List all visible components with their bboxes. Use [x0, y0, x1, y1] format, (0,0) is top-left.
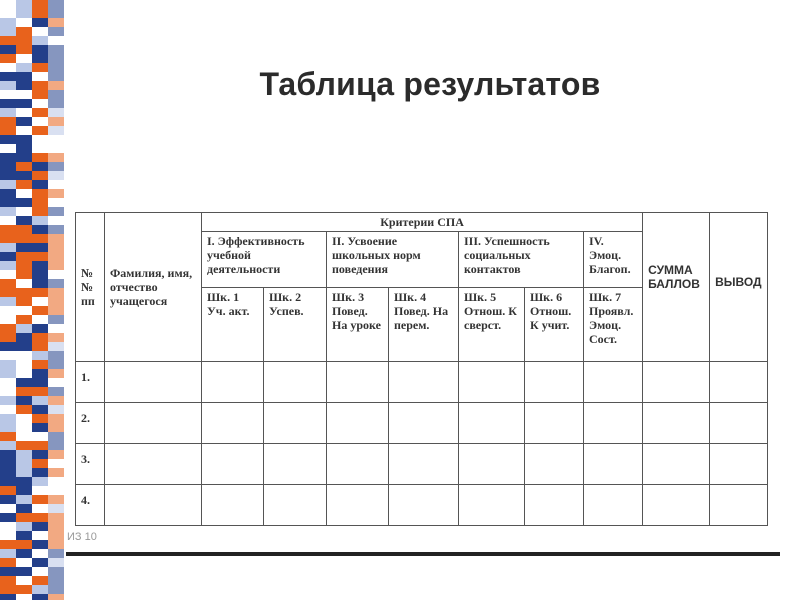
strip-cell	[16, 549, 32, 558]
strip-cell	[16, 9, 32, 18]
strip-cell	[16, 522, 32, 531]
strip-cell	[0, 9, 16, 18]
strip-cell	[48, 45, 64, 54]
strip-cell	[48, 180, 64, 189]
strip-cell	[16, 423, 32, 432]
strip-cell	[48, 315, 64, 324]
strip-cell	[32, 315, 48, 324]
strip-cell	[48, 207, 64, 216]
strip-cell	[16, 198, 32, 207]
strip-cell	[16, 144, 32, 153]
strip-cell	[0, 378, 16, 387]
strip-cell	[32, 432, 48, 441]
strip-cell	[32, 531, 48, 540]
strip-cell	[48, 126, 64, 135]
strip-cell	[48, 360, 64, 369]
strip-cell	[48, 504, 64, 513]
strip-cell	[32, 180, 48, 189]
strip-cell	[0, 180, 16, 189]
strip-cell	[0, 351, 16, 360]
strip-cell	[0, 0, 16, 9]
strip-cell	[0, 441, 16, 450]
strip-cell	[48, 333, 64, 342]
strip-cell	[48, 198, 64, 207]
strip-cell	[0, 189, 16, 198]
strip-cell	[16, 360, 32, 369]
strip-cell	[48, 351, 64, 360]
strip-cell	[16, 540, 32, 549]
strip-cell	[32, 486, 48, 495]
strip-cell	[48, 225, 64, 234]
strip-cell	[0, 162, 16, 171]
strip-cell	[16, 126, 32, 135]
strip-cell	[48, 567, 64, 576]
strip-cell	[32, 135, 48, 144]
scale-header-4: Шк. 4 Повед. На перем.	[389, 287, 459, 361]
strip-cell	[32, 234, 48, 243]
slide-footer-text: ИЗ 10	[67, 531, 97, 543]
row-number: 3.	[76, 443, 105, 484]
strip-cell	[48, 9, 64, 18]
strip-cell	[16, 189, 32, 198]
strip-cell	[48, 522, 64, 531]
group-header-2: II. Усвоение школьных норм поведения	[327, 232, 459, 287]
strip-cell	[16, 18, 32, 27]
scale-header-1: Шк. 1 Уч. акт.	[202, 287, 264, 361]
strip-cell	[16, 180, 32, 189]
strip-cell	[32, 396, 48, 405]
strip-cell	[32, 27, 48, 36]
strip-cell	[48, 414, 64, 423]
strip-cell	[32, 0, 48, 9]
strip-cell	[16, 486, 32, 495]
strip-cell	[0, 135, 16, 144]
strip-cell	[48, 495, 64, 504]
strip-cell	[16, 594, 32, 600]
strip-cell	[48, 378, 64, 387]
strip-cell	[0, 198, 16, 207]
strip-cell	[16, 558, 32, 567]
strip-cell	[48, 36, 64, 45]
strip-cell	[16, 468, 32, 477]
header-number: № № пп	[76, 213, 105, 362]
strip-cell	[0, 540, 16, 549]
strip-cell	[0, 324, 16, 333]
strip-cell	[0, 306, 16, 315]
slide-title: Таблица результатов	[259, 66, 601, 102]
strip-cell	[48, 486, 64, 495]
strip-cell	[0, 396, 16, 405]
strip-cell	[0, 531, 16, 540]
strip-cell	[32, 450, 48, 459]
strip-cell	[48, 252, 64, 261]
strip-cell	[16, 513, 32, 522]
strip-cell	[0, 108, 16, 117]
strip-cell	[0, 225, 16, 234]
strip-cell	[0, 450, 16, 459]
strip-cell	[32, 540, 48, 549]
strip-cell	[48, 234, 64, 243]
strip-cell	[48, 387, 64, 396]
results-table-image	[75, 212, 767, 526]
strip-cell	[32, 270, 48, 279]
strip-cell	[16, 45, 32, 54]
strip-cell	[32, 513, 48, 522]
strip-cell	[48, 279, 64, 288]
group-header-4: IV. Эмоц. Благоп.	[584, 232, 643, 287]
strip-cell	[48, 144, 64, 153]
strip-cell	[0, 216, 16, 225]
strip-cell	[32, 585, 48, 594]
strip-cell	[16, 288, 32, 297]
strip-cell	[0, 153, 16, 162]
strip-cell	[0, 486, 16, 495]
strip-cell	[0, 54, 16, 63]
strip-cell	[48, 162, 64, 171]
strip-cell	[16, 279, 32, 288]
strip-cell	[48, 306, 64, 315]
strip-cell	[32, 252, 48, 261]
strip-cell	[48, 540, 64, 549]
strip-cell	[0, 288, 16, 297]
strip-cell	[0, 297, 16, 306]
strip-cell	[32, 558, 48, 567]
strip-cell	[48, 450, 64, 459]
strip-cell	[16, 459, 32, 468]
strip-cell	[48, 27, 64, 36]
scale-header-2: Шк. 2 Успев.	[264, 287, 327, 361]
strip-cell	[16, 531, 32, 540]
strip-cell	[0, 594, 16, 600]
strip-cell	[0, 369, 16, 378]
strip-cell	[16, 495, 32, 504]
strip-cell	[32, 549, 48, 558]
strip-cell	[16, 585, 32, 594]
header-result: ВЫВОД	[710, 213, 768, 362]
strip-cell	[0, 144, 16, 153]
strip-cell	[16, 252, 32, 261]
strip-cell	[32, 405, 48, 414]
strip-cell	[32, 378, 48, 387]
row-number: 1.	[76, 361, 105, 402]
strip-cell	[0, 36, 16, 45]
strip-cell	[32, 18, 48, 27]
strip-cell	[32, 279, 48, 288]
strip-cell	[48, 288, 64, 297]
strip-cell	[48, 423, 64, 432]
strip-cell	[48, 153, 64, 162]
strip-cell	[0, 522, 16, 531]
strip-cell	[16, 450, 32, 459]
strip-cell	[0, 243, 16, 252]
strip-cell	[0, 333, 16, 342]
strip-cell	[32, 243, 48, 252]
strip-cell	[0, 468, 16, 477]
strip-cell	[0, 495, 16, 504]
strip-cell	[16, 135, 32, 144]
strip-cell	[0, 567, 16, 576]
strip-cell	[0, 234, 16, 243]
strip-cell	[32, 108, 48, 117]
table-row	[76, 402, 768, 443]
strip-cell	[32, 126, 48, 135]
row-number: 4.	[76, 484, 105, 525]
strip-cell	[16, 432, 32, 441]
strip-cell	[16, 162, 32, 171]
strip-cell	[48, 549, 64, 558]
strip-cell	[48, 594, 64, 600]
strip-cell	[48, 468, 64, 477]
strip-cell	[48, 189, 64, 198]
strip-cell	[32, 324, 48, 333]
strip-cell	[32, 297, 48, 306]
strip-cell	[48, 270, 64, 279]
strip-cell	[16, 117, 32, 126]
strip-cell	[16, 477, 32, 486]
strip-cell	[32, 360, 48, 369]
strip-cell	[16, 504, 32, 513]
strip-cell	[48, 342, 64, 351]
strip-cell	[48, 558, 64, 567]
strip-cell	[32, 414, 48, 423]
strip-cell	[0, 477, 16, 486]
strip-cell	[48, 396, 64, 405]
strip-cell	[0, 342, 16, 351]
strip-cell	[16, 567, 32, 576]
strip-cell	[48, 324, 64, 333]
strip-cell	[32, 45, 48, 54]
strip-cell	[48, 0, 64, 9]
strip-cell	[0, 126, 16, 135]
scale-header-6: Шк. 6 Отнош. К учит.	[525, 287, 584, 361]
strip-cell	[16, 216, 32, 225]
strip-cell	[16, 405, 32, 414]
strip-cell	[0, 387, 16, 396]
strip-cell	[32, 162, 48, 171]
strip-cell	[0, 252, 16, 261]
table-row	[76, 361, 768, 402]
strip-cell	[48, 243, 64, 252]
strip-cell	[0, 558, 16, 567]
strip-cell	[16, 54, 32, 63]
strip-cell	[32, 504, 48, 513]
strip-cell	[48, 171, 64, 180]
strip-cell	[16, 351, 32, 360]
strip-cell	[16, 378, 32, 387]
group-header-1: I. Эффективность учебной деятельности	[202, 232, 327, 287]
strip-cell	[32, 54, 48, 63]
strip-cell	[32, 459, 48, 468]
strip-cell	[48, 18, 64, 27]
strip-cell	[16, 333, 32, 342]
strip-cell	[0, 261, 16, 270]
strip-cell	[32, 216, 48, 225]
strip-cell	[32, 333, 48, 342]
strip-cell	[48, 117, 64, 126]
strip-cell	[48, 369, 64, 378]
header-name: Фамилия, имя, отчество учащегося	[105, 213, 202, 362]
strip-cell	[32, 261, 48, 270]
strip-cell	[0, 423, 16, 432]
strip-cell	[16, 324, 32, 333]
strip-cell	[0, 459, 16, 468]
strip-cell	[0, 360, 16, 369]
strip-cell	[0, 585, 16, 594]
strip-cell	[0, 513, 16, 522]
strip-cell	[32, 207, 48, 216]
strip-cell	[48, 216, 64, 225]
row-number: 2.	[76, 402, 105, 443]
strip-cell	[16, 369, 32, 378]
strip-cell	[32, 171, 48, 180]
footer-divider	[66, 552, 780, 556]
strip-cell	[16, 414, 32, 423]
strip-cell	[32, 153, 48, 162]
strip-cell	[48, 585, 64, 594]
strip-cell	[32, 117, 48, 126]
strip-cell	[16, 234, 32, 243]
strip-cell	[16, 342, 32, 351]
strip-cell	[48, 576, 64, 585]
strip-cell	[48, 459, 64, 468]
strip-cell	[0, 207, 16, 216]
strip-cell	[0, 549, 16, 558]
strip-cell	[48, 432, 64, 441]
strip-cell	[32, 189, 48, 198]
strip-cell	[32, 522, 48, 531]
strip-cell	[48, 441, 64, 450]
strip-cell	[32, 387, 48, 396]
strip-cell	[0, 117, 16, 126]
strip-cell	[16, 306, 32, 315]
strip-cell	[0, 279, 16, 288]
strip-cell	[16, 27, 32, 36]
strip-cell	[32, 225, 48, 234]
strip-cell	[16, 207, 32, 216]
strip-cell	[48, 477, 64, 486]
strip-cell	[16, 297, 32, 306]
header-criteria: Критерии СПА	[202, 213, 643, 232]
strip-cell	[32, 423, 48, 432]
strip-cell	[32, 288, 48, 297]
group-header-3: III. Успешность социальных контактов	[459, 232, 584, 287]
strip-cell	[16, 243, 32, 252]
strip-cell	[0, 504, 16, 513]
strip-cell	[48, 297, 64, 306]
strip-cell	[0, 45, 16, 54]
strip-cell	[16, 270, 32, 279]
strip-cell	[32, 144, 48, 153]
strip-cell	[16, 225, 32, 234]
strip-cell	[16, 108, 32, 117]
strip-cell	[0, 576, 16, 585]
strip-cell	[16, 36, 32, 45]
strip-cell	[48, 135, 64, 144]
strip-cell	[0, 414, 16, 423]
strip-cell	[32, 441, 48, 450]
strip-cell	[16, 315, 32, 324]
strip-cell	[48, 531, 64, 540]
strip-cell	[48, 108, 64, 117]
strip-cell	[0, 171, 16, 180]
scale-header-7: Шк. 7 Проявл. Эмоц. Сост.	[584, 287, 643, 361]
strip-cell	[0, 432, 16, 441]
strip-cell	[16, 261, 32, 270]
strip-cell	[32, 567, 48, 576]
strip-cell	[0, 27, 16, 36]
strip-cell	[32, 36, 48, 45]
strip-cell	[16, 576, 32, 585]
strip-cell	[32, 477, 48, 486]
strip-cell	[16, 396, 32, 405]
table-row	[76, 443, 768, 484]
strip-cell	[48, 54, 64, 63]
strip-cell	[32, 576, 48, 585]
results-table	[75, 212, 768, 526]
strip-cell	[32, 495, 48, 504]
strip-cell	[16, 441, 32, 450]
strip-cell	[32, 594, 48, 600]
strip-cell	[32, 351, 48, 360]
strip-cell	[0, 315, 16, 324]
strip-cell	[0, 18, 16, 27]
strip-cell	[0, 270, 16, 279]
strip-cell	[48, 405, 64, 414]
strip-cell	[32, 198, 48, 207]
header-sum: СУММА БАЛЛОВ	[643, 213, 710, 362]
table-row	[76, 484, 768, 525]
strip-cell	[32, 369, 48, 378]
strip-cell	[32, 342, 48, 351]
strip-cell	[32, 468, 48, 477]
scale-header-5: Шк. 5 Отнош. К сверст.	[459, 287, 525, 361]
strip-cell	[32, 9, 48, 18]
strip-cell	[16, 153, 32, 162]
strip-cell	[16, 387, 32, 396]
strip-cell	[16, 0, 32, 9]
scale-header-3: Шк. 3 Повед. На уроке	[327, 287, 389, 361]
strip-cell	[32, 306, 48, 315]
strip-cell	[48, 513, 64, 522]
strip-cell	[48, 261, 64, 270]
strip-cell	[16, 171, 32, 180]
strip-cell	[0, 405, 16, 414]
